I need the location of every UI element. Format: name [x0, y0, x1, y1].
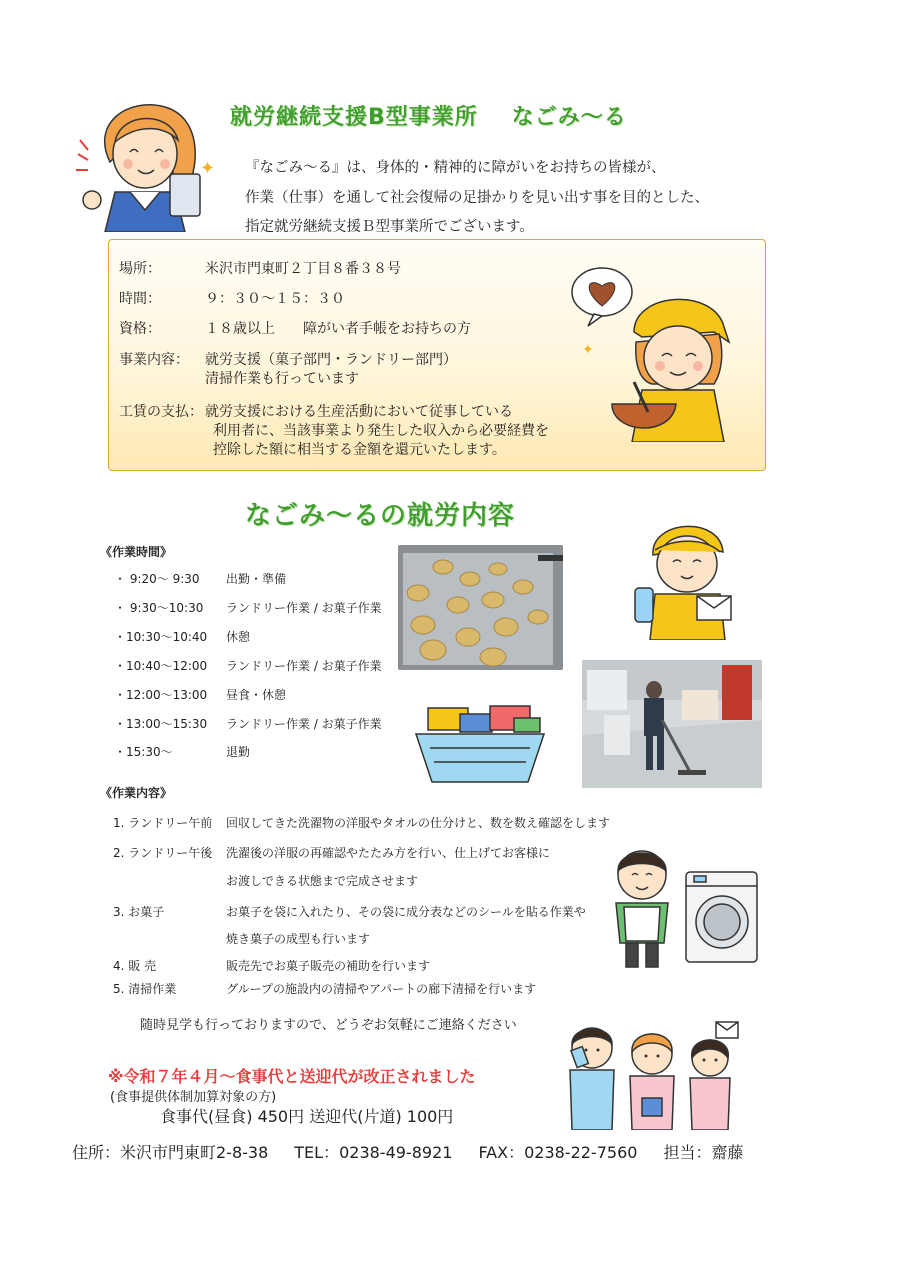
laundry-basket-illustration: [410, 700, 550, 785]
info-hours-label: 時間：: [119, 291, 161, 307]
info-location-value: 米沢市門東町２丁目８番３８号: [205, 261, 401, 277]
cleaning-girl-illustration: [625, 510, 745, 640]
task-label-4: 4. 販 売: [113, 959, 157, 973]
schedule-activity-3: 休憩: [226, 630, 251, 644]
schedule-activity-7: 退勤: [226, 745, 251, 759]
task-desc-4: 販売先でお菓子販売の補助を行います: [226, 959, 431, 973]
schedule-time-6: ・13:00～15:30: [114, 717, 208, 731]
visit-note: 随時見学も行っておりますので、どうぞお気軽にご連絡ください: [140, 1018, 517, 1033]
floor-cleaning-photo: [582, 660, 762, 788]
schedule-time-4: ・10:40～12:00: [114, 659, 208, 673]
footer: [72, 1140, 743, 1163]
schedule-activity-6: ランドリー作業 / お菓子作業: [226, 717, 382, 731]
schedule-time-1: ・ 9:20～ 9:30: [114, 572, 200, 586]
sparkle-icon: ✦: [582, 342, 594, 358]
schedule-time-7: ・15:30～: [114, 745, 173, 759]
girl-baking-illustration: [564, 262, 754, 442]
task-label-5: 5. 清掃作業: [113, 982, 177, 996]
info-eligibility-age: １８歳以上: [205, 321, 275, 337]
info-business-line-1: 就労支援（菓子部門・ランドリー部門）: [205, 352, 457, 368]
task-label-2: 2. ランドリー午後: [113, 846, 213, 860]
intro-line-1: 『なごみ～る』は、身体的・精神的に障がいをお持ちの皆様が、: [245, 160, 666, 176]
woman-with-clipboard-illustration: [70, 92, 220, 232]
task-desc-5: グループの施設内の清掃やアパートの廊下清掃を行います: [226, 982, 537, 996]
info-wage-line-3: 控除した額に相当する金額を還元いたします。: [213, 442, 506, 458]
heart-speech-bubble-icon: [572, 268, 632, 326]
task-desc-2-cont: お渡しできる状態まで完成させます: [226, 874, 419, 888]
schedule-time-3: ・10:30～10:40: [114, 630, 208, 644]
schedule-time-5: ・12:00～13:00: [114, 688, 208, 702]
schedule-activity-5: 昼食・休憩: [226, 688, 287, 702]
info-eligibility-note: 障がい者手帳をお持ちの方: [303, 321, 471, 337]
footer-tel: TEL：0238-49-8921: [294, 1143, 453, 1162]
info-wage-row: [119, 401, 513, 421]
info-wage-line-2: 利用者に、当該事業より発生した収入から必要経費を: [213, 423, 549, 439]
schedule-activity-4: ランドリー作業 / お菓子作業: [226, 659, 382, 673]
task-desc-3-cont: 焼き菓子の成型も行います: [226, 932, 371, 946]
info-hours-value: ９：３０～１５：３０: [205, 291, 345, 307]
task-desc-2: 洗濯後の洋服の再確認やたたみ方を行い、仕上げてお客様に: [226, 846, 551, 860]
task-label-1: 1. ランドリー午前: [113, 816, 213, 830]
task-label-3: 3. お菓子: [113, 905, 165, 919]
page-title-main: 就労継続支援B型事業所: [230, 105, 478, 130]
info-eligibility-label: 資格：: [119, 321, 161, 337]
section-title: なごみ～るの就労内容: [245, 501, 516, 531]
info-location-row: [119, 258, 401, 278]
notice-headline: ※令和７年４月～食事代と送迎代が改正されました: [108, 1067, 476, 1086]
info-business-line-2: 清掃作業も行っています: [205, 371, 359, 387]
task-desc-3: お菓子を袋に入れたり、その袋に成分表などのシールを貼る作業や: [226, 905, 586, 919]
boy-with-shirt-illustration: [602, 845, 682, 970]
info-hours-row: [119, 288, 345, 308]
info-location-label: 場所：: [119, 261, 161, 277]
page-title: [230, 100, 627, 131]
schedule-time-2: ・ 9:30～10:30: [114, 601, 204, 615]
page-title-name: なごみ～る: [511, 105, 627, 130]
task-desc-1: 回収してきた洗濯物の洋服やタオルの仕分けと、数を数え確認をします: [226, 816, 611, 830]
intro-line-2: 作業（仕事）を通して社会復帰の足掛かりを見い出す事を目的とした、: [245, 190, 709, 206]
info-business-row: [119, 349, 457, 369]
footer-contact: 担当：齋藤: [663, 1143, 744, 1162]
info-wage-line-1: 就労支援における生産活動において従事している: [205, 404, 513, 420]
footer-fax: FAX：0238-22-7560: [478, 1143, 638, 1162]
footer-address: 住所：米沢市門東町2-8-38: [72, 1143, 269, 1162]
schedule-activity-1: 出勤・準備: [226, 572, 287, 586]
cookie-tray-photo: [398, 545, 563, 670]
info-eligibility-row: [119, 318, 471, 338]
intro-line-3: 指定就労継続支援Ｂ型事業所でございます。: [245, 219, 534, 235]
sparkle-icon: ✦: [200, 158, 216, 179]
info-wage-label: 工賃の支払：: [119, 404, 203, 420]
washing-machine-illustration: [684, 870, 759, 965]
three-staff-illustration: [560, 1018, 740, 1130]
fees-line: 食事代(昼食) 450円 送迎代(片道) 100円: [160, 1107, 454, 1126]
schedule-heading: 《作業時間》: [100, 545, 173, 559]
schedule-activity-2: ランドリー作業 / お菓子作業: [226, 601, 382, 615]
tasks-heading: 《作業内容》: [100, 786, 173, 800]
info-business-label: 事業内容：: [119, 352, 189, 368]
notice-subtext: (食事提供体制加算対象の方): [110, 1090, 277, 1105]
info-box: [108, 239, 766, 471]
